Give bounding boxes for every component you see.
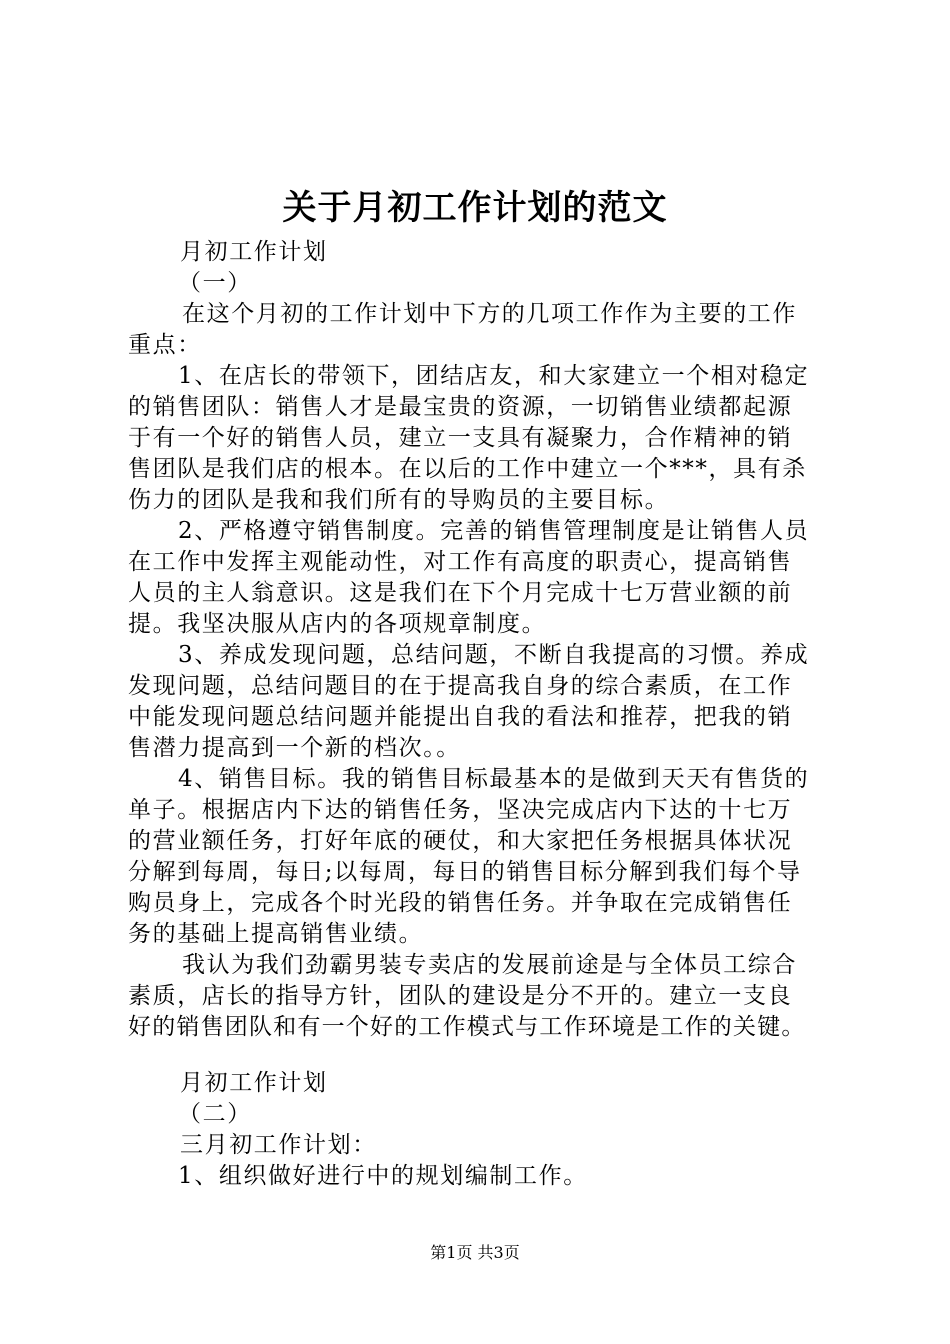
paragraph-line: 售潜力提高到一个新的档次。。 xyxy=(128,735,461,761)
page-footer: 第1页 共3页 xyxy=(430,1243,520,1262)
paragraph-line: 好的销售团队和有一个好的工作模式与工作环境是工作的关键。 xyxy=(128,1014,806,1040)
paragraph-line: 发现问题，总结问题目的在于提高我自身的综合素质，在工作 xyxy=(128,673,793,699)
paragraph-line: 2、严格遵守销售制度。完善的销售管理制度是让销售人员 xyxy=(178,518,810,544)
paragraph-line: 4、销售目标。我的销售目标最基本的是做到天天有售货的 xyxy=(178,766,810,792)
paragraph-line: 在工作中发挥主观能动性，对工作有高度的职责心，提高销售 xyxy=(128,549,793,575)
paragraph-line: 3、养成发现问题，总结问题，不断自我提高的习惯。养成 xyxy=(178,642,810,668)
paragraph-line: 1、组织做好进行中的规划编制工作。 xyxy=(178,1163,588,1189)
section-number: （二） xyxy=(178,1101,252,1127)
paragraph-line: 务的基础上提高销售业绩。 xyxy=(128,921,424,947)
paragraph-line: 三月初工作计划： xyxy=(180,1132,377,1158)
paragraph-line: 单子。根据店内下达的销售任务，坚决完成店内下达的十七万 xyxy=(128,797,793,823)
paragraph-line: 中能发现问题总结问题并能提出自我的看法和推荐，把我的销 xyxy=(128,704,793,730)
section-heading: 月初工作计划 xyxy=(180,239,328,265)
paragraph-line: 1、在店长的带领下，团结店友，和大家建立一个相对稳定 xyxy=(178,363,810,389)
paragraph-line: 伤力的团队是我和我们所有的导购员的主要目标。 xyxy=(128,487,670,513)
paragraph-line: 在这个月初的工作计划中下方的几项工作作为主要的工作 xyxy=(182,301,797,327)
paragraph-line: 提。我坚决服从店内的各项规章制度。 xyxy=(128,611,547,637)
paragraph-line: 人员的主人翁意识。这是我们在下个月完成十七万营业额的前 xyxy=(128,580,793,606)
paragraph-line: 购员身上，完成各个时光段的销售任务。并争取在完成销售任 xyxy=(128,890,793,916)
document-title: 关于月初工作计划的范文 xyxy=(282,188,668,228)
paragraph-line: 素质，店长的指导方针，团队的建设是分不开的。建立一支良 xyxy=(128,983,793,1009)
section-heading: 月初工作计划 xyxy=(180,1070,328,1096)
paragraph-line: 于有一个好的销售人员，建立一支具有凝聚力，合作精神的销 xyxy=(128,425,793,451)
section-number: （一） xyxy=(178,270,252,296)
paragraph-line: 售团队是我们店的根本。在以后的工作中建立一个***，具有杀 xyxy=(128,456,807,482)
paragraph-line: 的营业额任务，打好年底的硬仗，和大家把任务根据具体状况 xyxy=(128,828,793,854)
paragraph-line: 的销售团队：销售人才是最宝贵的资源，一切销售业绩都起源 xyxy=(128,394,793,420)
paragraph-line: 我认为我们劲霸男装专卖店的发展前途是与全体员工综合 xyxy=(182,952,797,978)
paragraph-line: 重点： xyxy=(128,332,202,358)
paragraph-line: 分解到每周，每日;以每周，每日的销售目标分解到我们每个导 xyxy=(128,859,802,885)
